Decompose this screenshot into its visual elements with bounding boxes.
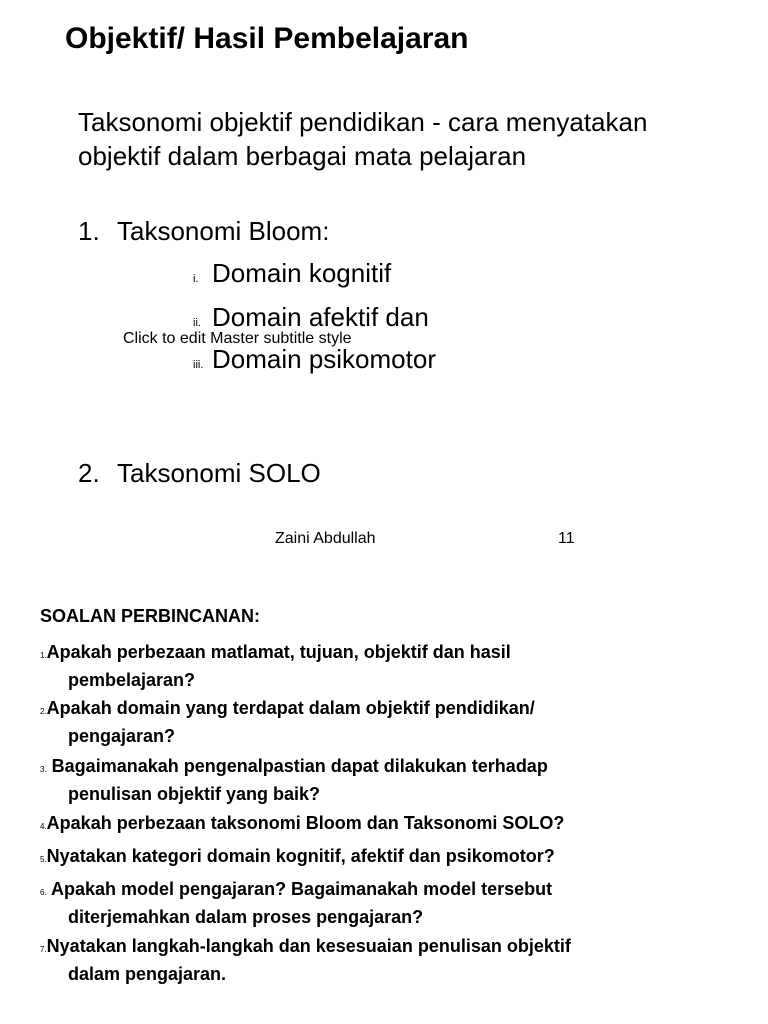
sub-marker: ii. — [193, 317, 201, 329]
question-text: Nyatakan kategori domain kognitif, afektif dan psikomotor? — [46, 846, 555, 866]
item-number: 1. — [78, 216, 100, 246]
slide-intro: Taksonomi objektif pendidikan - cara menyatakan objektif dalam berbagai mata pelajaran — [78, 107, 648, 171]
question-item — [40, 934, 571, 986]
question-text: Apakah model pengajaran? Bagaimanakah model tersebut — [46, 879, 553, 899]
question-marker: 6. — [40, 888, 47, 897]
list-item-bloom — [78, 216, 329, 247]
subtitle-placeholder[interactable]: Click to edit Master subtitle style — [123, 330, 352, 347]
question-marker: 4. — [40, 822, 47, 831]
sub-marker: i. — [193, 273, 199, 285]
question-text-cont: penulisan objektif yang baik? — [68, 784, 321, 804]
question-text-cont: pengajaran? — [68, 726, 176, 746]
question-marker: 7. — [40, 945, 47, 954]
item-number: 2. — [78, 458, 100, 488]
question-text-cont: diterjemahkan dalam proses pengajaran? — [68, 907, 424, 927]
sublist-item — [193, 302, 429, 333]
question-item — [40, 877, 552, 929]
question-item — [40, 696, 535, 748]
page-number: 11 — [558, 530, 575, 547]
question-marker: 2. — [40, 707, 47, 716]
sublist-item — [193, 258, 391, 289]
questions-heading: SOALAN PERBINCANAN: — [40, 606, 260, 626]
footer-author: Zaini Abdullah — [275, 530, 376, 547]
question-item — [40, 754, 548, 806]
question-text: Apakah perbezaan taksonomi Bloom dan Taksonomi SOLO? — [46, 813, 565, 833]
question-text-cont: pembelajaran? — [68, 670, 196, 690]
list-item-solo — [78, 458, 321, 489]
question-item — [40, 640, 511, 692]
question-marker: 3. — [40, 765, 47, 774]
sub-label: Domain kognitif — [212, 258, 392, 288]
item-label: Taksonomi SOLO — [117, 458, 321, 488]
item-label: Taksonomi Bloom: — [117, 216, 330, 246]
sub-label: Domain psikomotor — [212, 344, 436, 374]
slide-title: Objektif/ Hasil Pembelajaran — [65, 22, 469, 55]
question-text-cont: dalam pengajaran. — [68, 964, 227, 984]
question-text: Bagaimanakah pengenalpastian dapat dilakukan terhadap — [46, 756, 548, 776]
sub-marker: iii. — [193, 359, 204, 371]
sublist-item — [193, 344, 436, 375]
question-text: Apakah perbezaan matlamat, tujuan, objektif dan hasil — [46, 642, 511, 662]
question-text: Nyatakan langkah-langkah dan kesesuaian penulisan objektif — [46, 936, 571, 956]
question-marker: 5. — [40, 855, 47, 864]
question-item — [40, 811, 564, 839]
question-marker: 1. — [40, 651, 47, 660]
question-item — [40, 844, 555, 872]
question-text: Apakah domain yang terdapat dalam objektif pendidikan/ — [46, 698, 535, 718]
sub-label: Domain afektif dan — [212, 302, 429, 332]
